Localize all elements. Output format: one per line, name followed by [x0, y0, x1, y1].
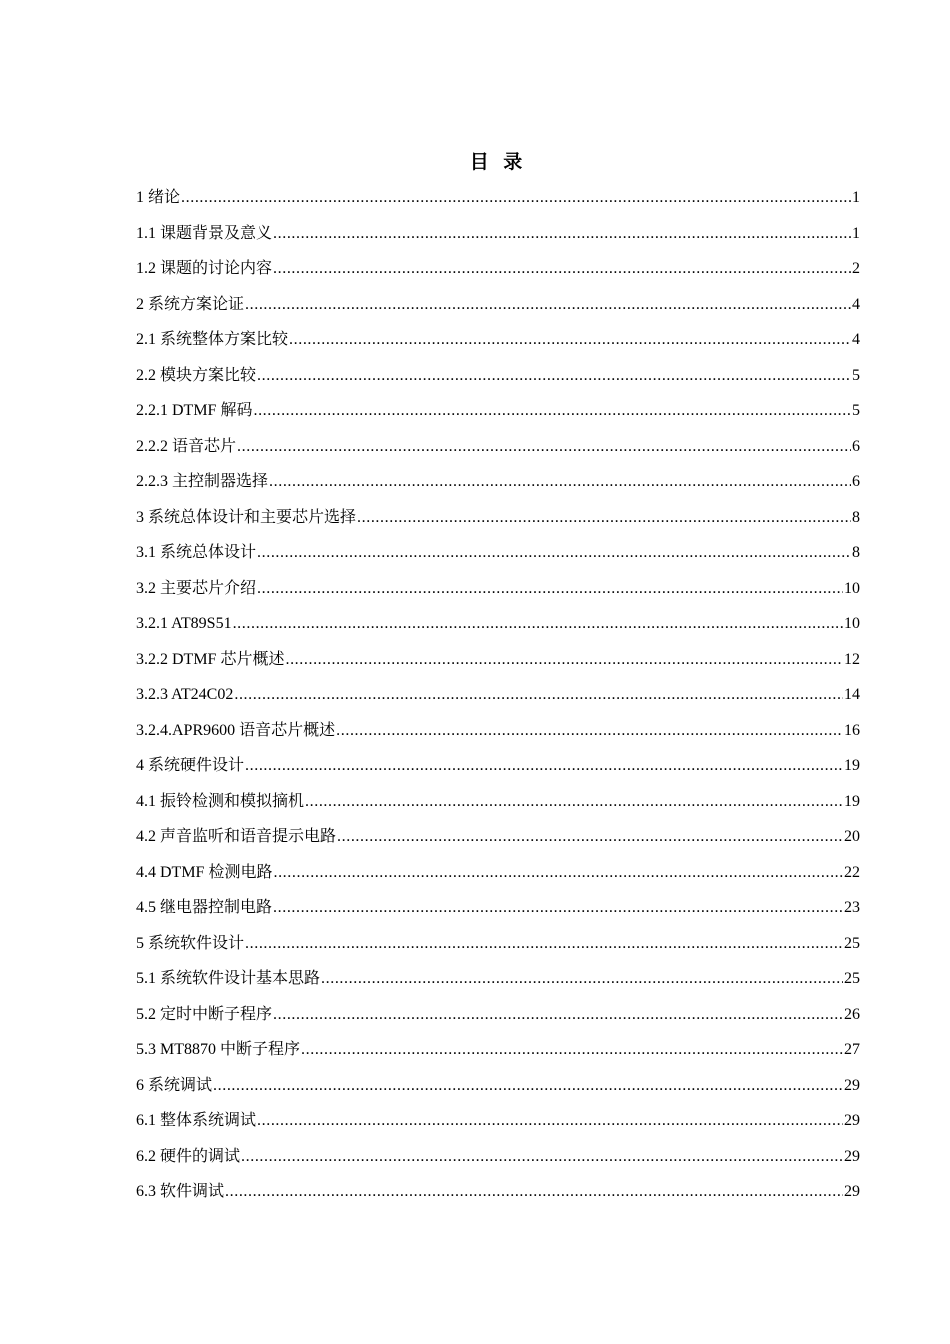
toc-entry[interactable] [136, 464, 860, 500]
toc-entry-label: 4.2 声音监听和语音提示电路 [136, 828, 337, 845]
toc-entry-label: 2.2.1 DTMF 解码 [136, 402, 253, 419]
toc-entry-label: 4.1 振铃检测和模拟摘机 [136, 792, 305, 810]
toc-entry[interactable] [136, 606, 860, 642]
toc-entry[interactable] [136, 855, 860, 891]
toc-entry-label: 1 绪论 [136, 189, 181, 206]
toc-entry[interactable] [136, 571, 860, 607]
toc-entry-label: 3 系统总体设计和主要芯片选择 [136, 508, 357, 526]
toc-entry-page-number: 1 [852, 224, 860, 242]
toc-dot-leader [241, 1139, 843, 1175]
toc-dot-leader [233, 606, 843, 642]
toc-entry-label: 2.2.3 主控制器选择 [136, 473, 269, 490]
toc-entry-label: 1.2 课题的讨论内容 [136, 260, 273, 277]
toc-entry-page-number: 19 [844, 792, 860, 810]
toc-entry-label: 1.1 课题背景及意义 [136, 224, 273, 242]
toc-dot-leader [357, 500, 851, 536]
toc-entry[interactable] [136, 251, 860, 287]
toc-entry[interactable] [136, 677, 860, 713]
toc-entry[interactable] [136, 1068, 860, 1104]
toc-entry[interactable] [136, 1032, 860, 1068]
toc-entry-label: 2.1 系统整体方案比较 [136, 331, 289, 348]
toc-dot-leader [245, 287, 851, 323]
toc-entry[interactable] [136, 358, 860, 394]
toc-entry[interactable] [136, 180, 860, 216]
toc-entry[interactable] [136, 926, 860, 962]
toc-entry-page-number: 10 [844, 615, 860, 632]
toc-entry-label: 4.4 DTMF 检测电路 [136, 863, 273, 881]
toc-dot-leader [337, 819, 843, 855]
toc-entry-label: 3.1 系统总体设计 [136, 544, 257, 561]
toc-entry-page-number: 1 [852, 189, 860, 206]
toc-entry-label: 3.2.4.APR9600 语音芯片概述 [136, 721, 336, 739]
toc-entry-label: 3.2.1 AT89S51 [136, 615, 232, 632]
toc-dot-leader [273, 855, 843, 891]
toc-entry-label: 2.2.2 语音芯片 [136, 437, 237, 455]
toc-dot-leader [234, 677, 843, 713]
toc-dot-leader [253, 393, 851, 429]
toc-entry-label: 6.1 整体系统调试 [136, 1112, 257, 1129]
toc-dot-leader [213, 1068, 843, 1104]
toc-dot-leader [269, 464, 851, 500]
toc-entry-page-number: 29 [844, 1183, 860, 1200]
toc-entry-page-number: 5 [852, 402, 860, 419]
toc-entry-page-number: 29 [844, 1112, 860, 1129]
toc-dot-leader [289, 322, 851, 358]
toc-entry[interactable] [136, 1174, 860, 1210]
toc-entry-page-number: 14 [844, 686, 860, 703]
toc-entry[interactable] [136, 287, 860, 323]
toc-dot-leader [257, 1103, 843, 1139]
toc-entry-label: 2 系统方案论证 [136, 295, 245, 313]
toc-entry[interactable] [136, 216, 860, 252]
toc-dot-leader [321, 961, 843, 997]
toc-entry-label: 3.2.2 DTMF 芯片概述 [136, 650, 285, 668]
toc-entry-page-number: 20 [844, 828, 860, 845]
toc-dot-leader [273, 251, 851, 287]
toc-entry-page-number: 23 [844, 899, 860, 916]
toc-dot-leader [305, 784, 843, 820]
toc-entry[interactable] [136, 393, 860, 429]
toc-entry-page-number: 29 [844, 1147, 860, 1165]
toc-entry-label: 6 系统调试 [136, 1076, 213, 1094]
toc-entry[interactable] [136, 784, 860, 820]
toc-list [136, 180, 860, 1210]
toc-dot-leader [181, 180, 851, 216]
toc-entry-page-number: 4 [852, 331, 860, 348]
toc-entry[interactable] [136, 997, 860, 1033]
toc-entry-page-number: 8 [852, 508, 860, 526]
toc-entry[interactable] [136, 1103, 860, 1139]
toc-entry-page-number: 6 [852, 473, 860, 490]
toc-entry[interactable] [136, 819, 860, 855]
toc-dot-leader [225, 1174, 843, 1210]
toc-dot-leader [285, 642, 843, 678]
toc-entry[interactable] [136, 535, 860, 571]
toc-entry-label: 3.2.3 AT24C02 [136, 686, 234, 703]
toc-entry-label: 5.2 定时中断子程序 [136, 1005, 273, 1023]
toc-entry-page-number: 5 [852, 366, 860, 384]
toc-entry-label: 3.2 主要芯片介绍 [136, 579, 257, 597]
toc-dot-leader [257, 571, 843, 607]
toc-entry[interactable] [136, 748, 860, 784]
toc-entry-page-number: 26 [844, 1005, 860, 1023]
toc-entry-page-number: 4 [852, 295, 860, 313]
toc-entry-page-number: 8 [852, 544, 860, 561]
toc-entry-label: 2.2 模块方案比较 [136, 366, 257, 384]
toc-entry-page-number: 25 [844, 934, 860, 952]
toc-dot-leader [245, 748, 843, 784]
toc-entry[interactable] [136, 713, 860, 749]
toc-entry-page-number: 19 [844, 757, 860, 774]
toc-dot-leader [273, 997, 843, 1033]
toc-entry-page-number: 29 [844, 1076, 860, 1094]
toc-entry-page-number: 16 [844, 721, 860, 739]
toc-title: 目 录 [469, 151, 527, 173]
toc-dot-leader [237, 429, 851, 465]
toc-entry[interactable] [136, 322, 860, 358]
toc-dot-leader [257, 358, 851, 394]
toc-entry-page-number: 2 [852, 260, 860, 277]
toc-entry-page-number: 6 [852, 437, 860, 455]
toc-entry-label: 5.3 MT8870 中断子程序 [136, 1041, 301, 1058]
toc-entry-page-number: 25 [844, 970, 860, 987]
toc-entry[interactable] [136, 890, 860, 926]
toc-dot-leader [273, 216, 851, 252]
toc-dot-leader [245, 926, 843, 962]
toc-entry-label: 4.5 继电器控制电路 [136, 899, 273, 916]
toc-entry[interactable] [136, 500, 860, 536]
toc-dot-leader [336, 713, 843, 749]
toc-entry-page-number: 10 [844, 579, 860, 597]
toc-entry-page-number: 27 [844, 1041, 860, 1058]
toc-entry[interactable] [136, 429, 860, 465]
toc-entry[interactable] [136, 642, 860, 678]
toc-entry-label: 5 系统软件设计 [136, 934, 245, 952]
toc-entry-page-number: 12 [844, 650, 860, 668]
toc-entry-page-number: 22 [844, 863, 860, 881]
toc-dot-leader [301, 1032, 843, 1068]
toc-entry-label: 6.2 硬件的调试 [136, 1147, 241, 1165]
toc-entry[interactable] [136, 1139, 860, 1175]
toc-entry-label: 4 系统硬件设计 [136, 757, 245, 774]
toc-dot-leader [257, 535, 851, 571]
toc-dot-leader [273, 890, 843, 926]
toc-entry-label: 6.3 软件调试 [136, 1183, 225, 1200]
toc-entry[interactable] [136, 961, 860, 997]
toc-entry-label: 5.1 系统软件设计基本思路 [136, 970, 321, 987]
